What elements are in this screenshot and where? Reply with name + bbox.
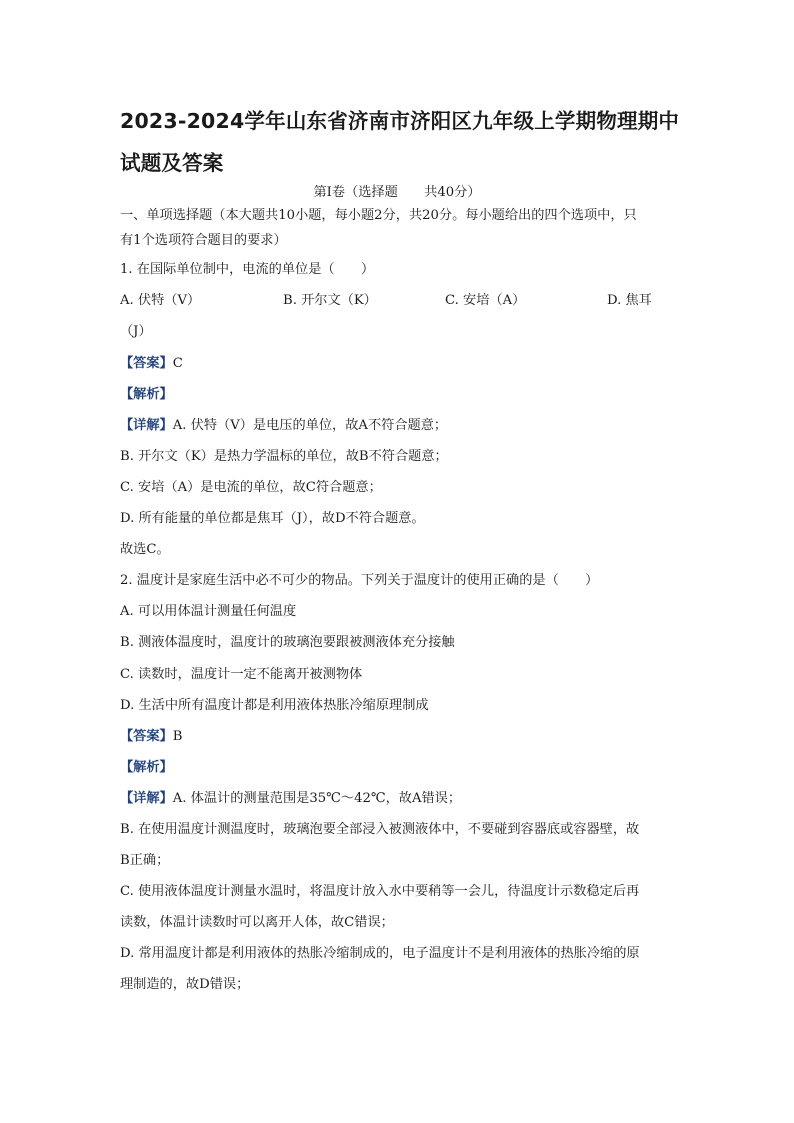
question-2-detail-a — [120, 790, 461, 808]
question-2-answer — [120, 728, 182, 746]
question-2-detail-c-line-2: 读数，体温计读数时可以离开人体，故C错误； — [120, 915, 394, 930]
question-1-detail-a — [120, 417, 447, 435]
instructions-line-2: 有1个选项符合题目的要求） — [120, 233, 287, 248]
question-2-analysis-heading — [120, 759, 173, 777]
question-2-detail-d-line-1: D. 常用温度计都是利用液体的热胀冷缩制成的，电子温度计不是利用液体的热胀冷缩的原 — [120, 946, 640, 961]
question-1-option-d-continued: （J） — [120, 324, 152, 339]
answer-value: B — [172, 729, 183, 744]
question-2-detail-b-line-2: B正确； — [120, 853, 170, 868]
question-1-answer — [120, 355, 183, 373]
question-1-stem: 1. 在国际单位制中，电流的单位是（ ） — [120, 262, 375, 277]
instructions-line-1: 一、单项选择题（本大题共10小题，每小题2分，共20分。每小题给出的四个选项中，只 — [120, 208, 637, 223]
question-2-option-a: A. 可以用体温计测量任何温度 — [120, 604, 297, 619]
question-1-option-c: C. 安培（A） — [445, 293, 526, 308]
question-1-detail-b: B. 开尔文（K）是热力学温标的单位，故B不符合题意； — [120, 449, 448, 464]
question-2-option-c: C. 读数时，温度计一定不能离开被测物体 — [120, 667, 363, 682]
answer-tag: 【答案】 — [120, 356, 173, 371]
analysis-tag: 【解析】 — [120, 760, 173, 775]
document-title-line-2: 试题及答案 — [120, 151, 224, 175]
question-1-conclusion: 故选C。 — [120, 542, 170, 557]
question-1-option-a: A. 伏特（V） — [120, 293, 201, 308]
question-2-stem: 2. 温度计是家庭生活中必不可少的物品。下列关于温度计的使用正确的是（ ） — [120, 573, 599, 588]
question-2-detail-d-line-2: 理制造的，故D错误； — [120, 977, 250, 992]
question-2-option-b: B. 测液体温度时，温度计的玻璃泡要跟被测液体充分接触 — [120, 635, 455, 650]
detail-tag: 【详解】 — [120, 791, 173, 806]
detail-tag: 【详解】 — [120, 418, 173, 433]
question-1-detail-c: C. 安培（A）是电流的单位，故C符合题意； — [120, 480, 382, 495]
document-title-line-1: 2023-2024学年山东省济南市济阳区九年级上学期物理期中 — [120, 109, 680, 133]
detail-text: A. 伏特（V）是电压的单位，故A不符合题意； — [172, 418, 448, 433]
question-2-option-d: D. 生活中所有温度计都是利用液体热胀冷缩原理制成 — [120, 698, 429, 713]
question-1-detail-d: D. 所有能量的单位都是焦耳（J），故D不符合题意。 — [120, 511, 425, 526]
question-2-detail-b-line-1: B. 在使用温度计测温度时，玻璃泡要全部浸入被测液体中，不要碰到容器底或容器壁，故 — [120, 822, 640, 837]
question-1-option-b: B. 开尔文（K） — [283, 293, 377, 308]
section-header: 第I卷（选择题 共40分） — [313, 185, 481, 200]
question-1-option-d: D. 焦耳 — [607, 293, 652, 308]
answer-value: C — [172, 356, 183, 371]
question-1-analysis-heading — [120, 386, 173, 404]
answer-tag: 【答案】 — [120, 729, 173, 744]
question-2-detail-c-line-1: C. 使用液体温度计测量水温时，将温度计放入水中要稍等一会儿，待温度计示数稳定后再 — [120, 884, 640, 899]
detail-text: A. 体温计的测量范围是35℃～42℃，故A错误； — [172, 791, 462, 806]
analysis-tag: 【解析】 — [120, 387, 173, 402]
